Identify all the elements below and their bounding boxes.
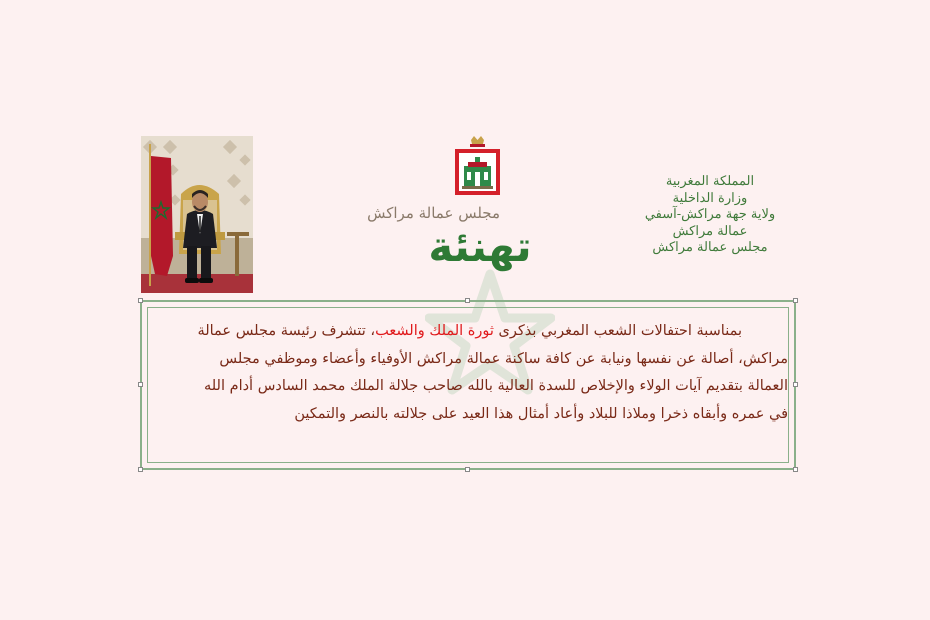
royal-crest-icon — [450, 136, 505, 198]
org-line: ولاية جهة مراكش-آسفي — [644, 207, 776, 222]
message-line: العمالة بتقديم آيات الولاء والإخلاص للسدة العالية بالله صاحب جلالة الملك محمد السادس أدام الله — [203, 378, 788, 394]
message-line: مراكش، أصالة عن نفسها ونيابة عن كافة ساكنة عمالة مراكش الأوفياء وأعضاء وموظفي مجلس — [219, 350, 788, 367]
organization-header — [630, 174, 790, 257]
resize-handle-left[interactable] — [138, 382, 143, 387]
message-line — [150, 318, 790, 346]
resize-handle-bottom-right[interactable] — [793, 467, 798, 472]
org-line: مجلس عمالة مراكش — [652, 240, 768, 255]
org-line: عمالة مراكش — [672, 223, 748, 239]
headline: تهنئة — [428, 222, 532, 271]
council-name: مجلس عمالة مراكش — [367, 204, 500, 222]
portrait-image — [141, 136, 253, 293]
resize-handle-top-right[interactable] — [793, 298, 798, 303]
message-line: في عمره وأبقاه ذخرا وملاذا للبلاد وأعاد أمثال هذا العيد على جلالته بالنصر والتمكين — [294, 405, 788, 422]
resize-handle-top-left[interactable] — [138, 298, 143, 303]
resize-handle-top[interactable] — [465, 298, 470, 303]
congratulation-message[interactable] — [150, 318, 790, 428]
org-line: المملكة المغربية — [665, 174, 755, 189]
resize-handle-bottom-left[interactable] — [138, 467, 143, 472]
message-text: بمناسبة احتفالات الشعب المغربي بذكرى — [493, 323, 742, 339]
org-line: وزارة الداخلية — [672, 190, 748, 206]
resize-handle-right[interactable] — [793, 382, 798, 387]
message-text: ، تتشرف رئيسة مجلس عمالة — [197, 323, 376, 339]
resize-handle-bottom[interactable] — [465, 467, 470, 472]
message-highlight: ثورة الملك والشعب — [375, 323, 494, 339]
